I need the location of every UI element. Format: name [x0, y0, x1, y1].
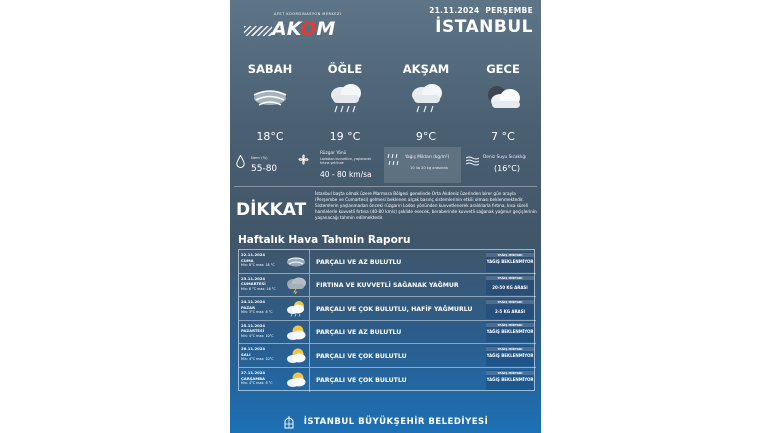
rain-cell	[384, 147, 461, 183]
row-description: PARÇALI VE AZ BULUTLU	[316, 329, 402, 337]
row-day: ÇARŞAMBA	[241, 375, 265, 381]
warning-text: İstanbul başta olmak üzere Marmara Bölgesi genelinde Orta Akdeniz üzerinden birer gün arayla (Perşembe ve Cumartesi) gelmesi beklenen alçak basınç sistemlerinin etkili olması beklenmektedir. Sistemlerin yaşlanmadan önceki rüzgarın Lodos yönünden kuvvetlenerek aralıklarla fırtına, kısa süreli hamlelerle kuvvetli fırtına (40-80 km/s) şeklide esecek, beraberinde kuvvetli sağanak yağmur geçişlerinin yaşanacağı tahmin edilmektedir.	[315, 191, 537, 220]
row-description: PARÇALI VE ÇOK BULUTLU	[316, 376, 407, 384]
period-name: SABAH	[247, 62, 293, 76]
rain-icon	[387, 153, 399, 169]
row-minmax: Min: 4°C max: 10°C	[241, 333, 274, 338]
row-day: PAZAR	[241, 304, 255, 310]
date-cell	[239, 297, 310, 320]
city-title: İSTANBUL	[435, 17, 533, 37]
partly-cloudy-icon	[468, 80, 538, 116]
warning-title: DİKKAT	[236, 200, 307, 220]
table-row	[239, 321, 536, 345]
storm-cloud-icon	[285, 277, 307, 294]
logo-stripes	[244, 26, 272, 36]
date-cell	[239, 274, 310, 297]
waves-icon	[466, 156, 479, 166]
info-bar	[234, 147, 537, 183]
sun-cloud-icon	[285, 347, 307, 364]
ibb-logo-icon	[283, 415, 295, 429]
precip-header: YAĞIŞ MİKTARI	[486, 253, 534, 257]
period-sabah	[235, 62, 305, 143]
period-temp: 7 °C	[491, 130, 515, 143]
precip-cell	[486, 322, 534, 342]
precip-value: YAĞIŞ BEKLENMİYOR	[486, 258, 534, 264]
wind-label: Rüzgar Yönü	[320, 151, 347, 156]
precip-value: 20-50 KG ARASI	[492, 285, 528, 291]
row-minmax: Min: 6 °C max: 16 °C	[241, 286, 276, 291]
rain-label: Yağış Miktarı (kg/m²)	[405, 155, 450, 160]
table-row	[239, 344, 536, 368]
period-temp: 9°C	[415, 130, 437, 143]
row-description: PARÇALI VE ÇOK BULUTLU, HAFİF YAĞMURLU	[316, 305, 473, 313]
sea-value: (16°C)	[494, 164, 521, 173]
table-row	[239, 297, 536, 321]
logo-brand: AKOM	[272, 18, 336, 40]
row-description: FIRTINA VE KUVVETLİ SAĞANAK YAĞMUR	[316, 282, 459, 290]
row-description: PARÇALI VE AZ BULUTLU	[316, 258, 402, 266]
header-date: 21.11.2024 PERŞEMBE	[429, 6, 533, 15]
fan-icon	[297, 153, 310, 166]
table-row	[239, 250, 536, 274]
precip-cell	[486, 370, 534, 390]
date-cell	[239, 321, 310, 344]
precip-header: YAĞIŞ MİKTARI	[486, 347, 534, 351]
row-day: SALI	[241, 351, 251, 357]
row-minmax: Min: 4°C max: 10°C	[241, 357, 274, 362]
period-name: ÖĞLE	[327, 62, 363, 76]
precip-cell	[486, 346, 534, 366]
row-date: 26.11.2024	[241, 346, 266, 352]
akom-logo	[244, 12, 354, 42]
row-day: PAZARTESİ	[241, 328, 265, 334]
precip-cell	[486, 275, 534, 295]
sun-cloud-icon	[285, 324, 307, 341]
row-date: 25.11.2024	[241, 322, 266, 328]
row-minmax: Min: 8°C max: 18 °C	[241, 263, 275, 267]
period-temp: 18°C	[256, 130, 284, 143]
precip-cell	[486, 252, 534, 272]
row-date: 24.11.2024	[241, 299, 266, 305]
precip-value: YAĞIŞ BEKLENMİYOR	[486, 352, 534, 358]
sun-rain-cloud-icon	[285, 300, 307, 317]
period-gece	[468, 62, 538, 143]
rain-cloud-icon	[391, 80, 461, 116]
organization-name: İSTANBUL BÜYÜKŞEHİR BELEDİYESİ	[303, 416, 489, 427]
wind-cloud-icon	[235, 80, 305, 116]
precip-header: YAĞIŞ MİKTARI	[486, 276, 534, 280]
logo-tagline: AFET KOORDİNASYON MERKEZİ	[274, 12, 342, 16]
row-day: CUMARTESİ	[241, 281, 266, 287]
row-minmax: Min: 3°C max: 8 °C	[241, 310, 273, 315]
rain-value: 10 ila 20 kg arasında	[410, 166, 448, 170]
sun-cloud-icon	[285, 371, 307, 388]
humidity-value: 55-80	[251, 164, 278, 174]
wind-sublabel: Lodostan kuvvetlice, yaşlanarak fırtına şeklinde	[320, 157, 372, 165]
weekly-table	[238, 249, 535, 391]
weekly-title: Haftalık Hava Tahmin Raporu	[238, 234, 411, 246]
period-name: AKŞAM	[402, 62, 450, 76]
table-row	[239, 274, 536, 298]
row-minmax: Min: 4°C max: 8 °C	[241, 381, 273, 385]
footer	[230, 411, 541, 430]
precip-header: YAĞIŞ MİKTARI	[486, 300, 534, 304]
precip-value: 2-5 KG ARASI	[494, 308, 526, 314]
row-date: 27.11.2024	[241, 370, 266, 375]
sea-cell	[463, 147, 537, 183]
row-description: PARÇALI VE ÇOK BULUTLU	[316, 352, 407, 360]
table-row	[239, 368, 536, 392]
daily-periods	[230, 62, 541, 142]
wind-cell	[294, 147, 380, 183]
date-cell	[239, 368, 310, 392]
sea-label: Deniz Suyu Sıcaklığı	[483, 155, 527, 160]
precip-header: YAĞIŞ MİKTARI	[486, 323, 534, 327]
period-temp: 19 °C	[329, 130, 361, 143]
row-date: 23.11.2024	[241, 275, 266, 281]
period-name: GECE	[486, 62, 520, 76]
wind-value: 40 - 80 km/sa	[320, 170, 372, 179]
period-aksam	[391, 62, 461, 143]
date-cell	[239, 344, 310, 367]
precip-value: YAĞIŞ BEKLENMİYOR	[486, 329, 534, 335]
humidity-cell	[234, 147, 294, 183]
droplet-icon	[236, 155, 245, 168]
precip-value: YAĞIŞ BEKLENMİYOR	[486, 376, 534, 382]
row-date: 22.11.2024	[241, 252, 266, 257]
date-cell	[239, 250, 310, 273]
humidity-label: Nem (%)	[251, 155, 268, 160]
row-day: CUMA	[241, 257, 254, 263]
section-divider	[234, 186, 537, 187]
period-ogle	[310, 62, 380, 143]
rain-cloud-icon	[310, 80, 380, 116]
precip-cell	[486, 299, 534, 319]
cloud-icon	[285, 253, 307, 270]
weather-poster	[230, 0, 541, 433]
precip-header: YAĞIŞ MİKTARI	[486, 371, 534, 375]
